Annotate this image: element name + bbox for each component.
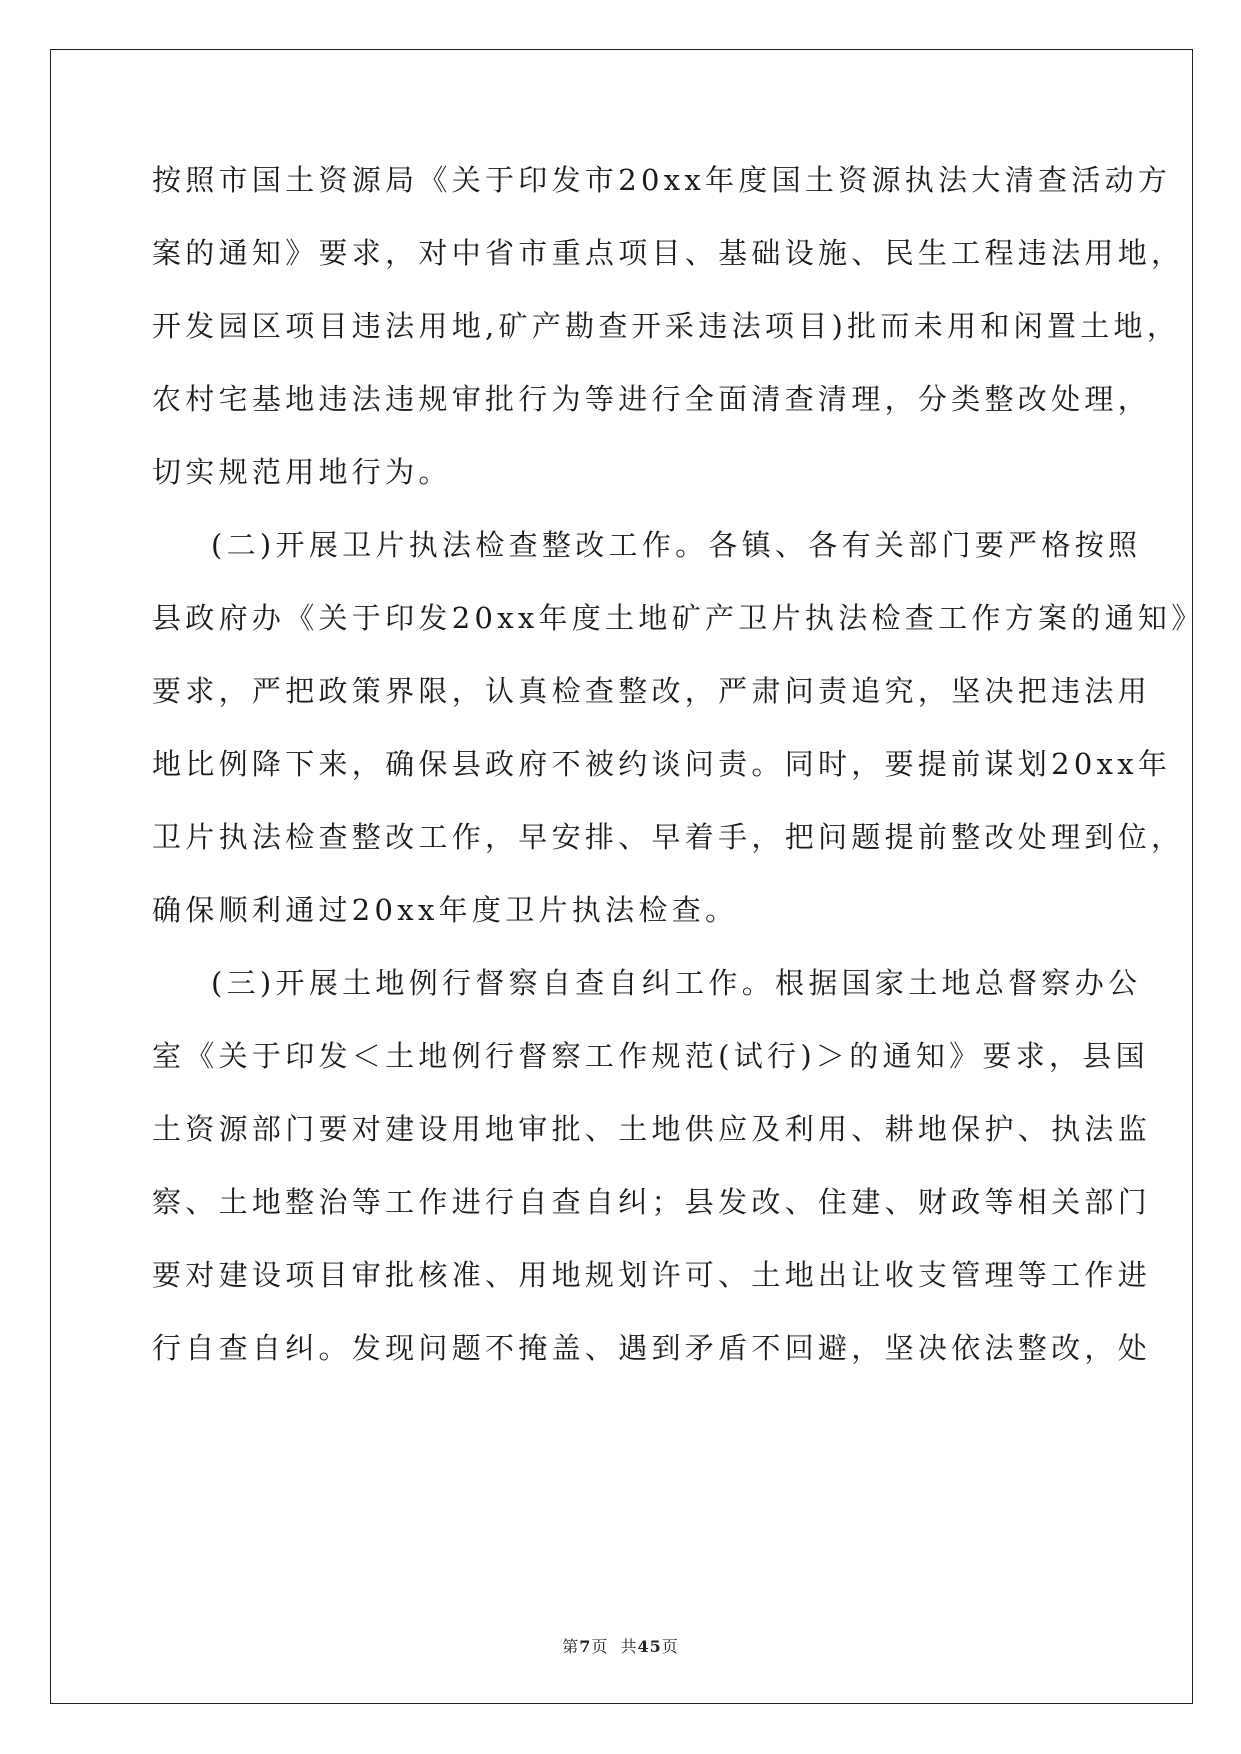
text-line: 确保顺利通过20xx年度卫片执法检查。 [152,893,739,927]
page-current: 7 [579,1637,592,1656]
text-line: 察、土地整治等工作进行自查自纠；县发改、住建、财政等相关部门 [152,1185,1152,1219]
text-line: 按照市国土资源局《关于印发市20xx年度国土资源执法大清查活动方 [152,163,1172,197]
page-border [50,49,1193,1704]
paragraph-start-line: (二)开展卫片执法检查整改工作。各镇、各有关部门要严格按照 [211,528,1142,562]
page-footer [0,1636,1241,1658]
page-mid: 页 共 [591,1637,638,1656]
text-line: 案的通知》要求，对中省市重点项目、基础设施、民生工程违法用地， [152,236,1185,270]
page-prefix: 第 [562,1637,580,1656]
text-line: 地比例降下来，确保县政府不被约谈问责。同时，要提前谋划20xx年 [152,747,1172,781]
text-line: 室《关于印发＜土地例行督察工作规范(试行)＞的通知》要求，县国 [152,1039,1149,1073]
text-line: 土资源部门要对建设用地审批、土地供应及利用、耕地保护、执法监 [152,1112,1152,1146]
text-line: 开发园区项目违法用地,矿产勘查开采违法项目)批而未用和闲置土地， [152,309,1181,343]
text-line: 行自查自纠。发现问题不掩盖、遇到矛盾不回避，坚决依法整改，处 [152,1331,1152,1365]
text-line: 切实规范用地行为。 [152,455,452,489]
text-line: 要求，严把政策界限，认真检查整改，严肃问责追究，坚决把违法用 [152,674,1152,708]
page-suffix: 页 [661,1637,679,1656]
paragraph-start-line: (三)开展土地例行督察自查自纠工作。根据国家土地总督察办公 [211,966,1142,1000]
text-line: 农村宅基地违法违规审批行为等进行全面清查清理，分类整改处理， [152,382,1152,416]
text-line: 卫片执法检查整改工作，早安排、早着手，把问题提前整改处理到位， [152,820,1185,854]
page-total: 45 [637,1637,662,1656]
text-line: 县政府办《关于印发20xx年度土地矿产卫片执法检查工作方案的通知》 [152,601,1205,635]
text-line: 要对建设项目审批核准、用地规划许可、土地出让收支管理等工作进 [152,1258,1152,1292]
